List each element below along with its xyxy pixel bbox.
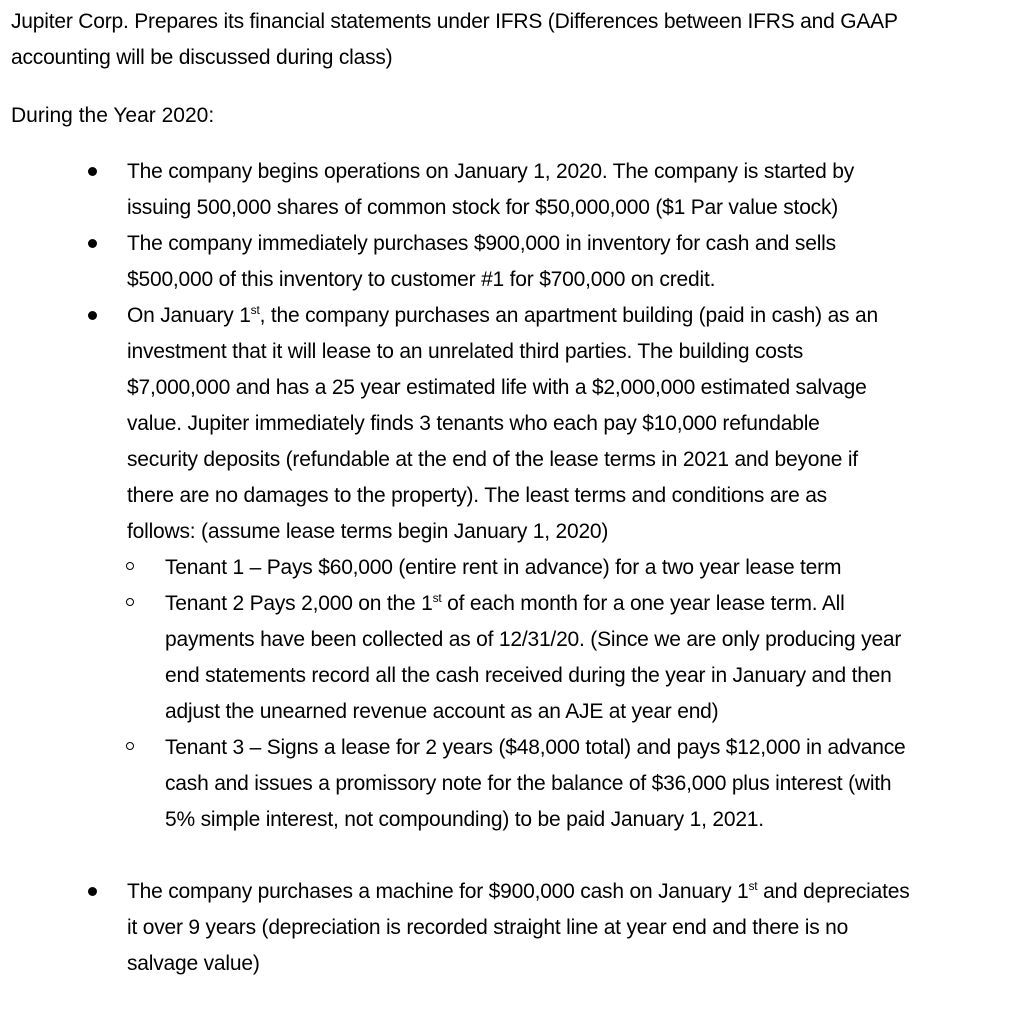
bullet-line: there are no damages to the property). The least terms and conditions are as [127, 484, 827, 507]
superscript: st [748, 879, 758, 893]
intro-paragraph [11, 4, 1016, 76]
tenant-item-3 [127, 730, 1008, 838]
bullet-line: The company immediately purchases $900,000 in inventory for cash and sells [127, 232, 836, 255]
superscript: st [432, 591, 442, 605]
bullet-line [127, 298, 1008, 334]
bullet-line: security deposits (refundable at the end of the lease terms in 2021 and beyone if [127, 448, 858, 471]
intro-line-1: Jupiter Corp. Prepares its financial statements under IFRS (Differences between IFRS and GAAP [11, 10, 898, 33]
text-fragment: and depreciates [757, 880, 910, 903]
bullet-dot-icon [88, 887, 97, 896]
tenant-line: cash and issues a promissory note for the balance of $36,000 plus interest (with [165, 772, 892, 795]
bullet-dot-icon [88, 239, 97, 248]
superscript: st [250, 303, 260, 317]
sub-bullet-circle-icon [126, 598, 134, 606]
bullet-line [127, 874, 1008, 910]
tenant-line: end statements record all the cash received during the year in January and then [165, 664, 892, 687]
tenant-list [127, 550, 1008, 838]
bullet-line: follows: (assume lease terms begin January 1, 2020) [127, 520, 609, 543]
bullet-item-operations [0, 154, 1024, 226]
tenant-item-1 [127, 550, 1008, 586]
bullet-line: The company begins operations on January 1, 2020. The company is started by [127, 160, 855, 183]
bullet-line: $7,000,000 and has a 25 year estimated life with a $2,000,000 estimated salvage [127, 376, 867, 399]
text-fragment: The company purchases a machine for $900,000 cash on January 1 [127, 880, 749, 903]
intro-line-2: accounting will be discussed during class) [11, 46, 393, 69]
bullet-item-inventory [0, 226, 1024, 298]
tenant-line: payments have been collected as of 12/31/20. (Since we are only producing year [165, 628, 902, 651]
bullet-item-apartment-building [0, 298, 1024, 838]
blank-line [0, 838, 1024, 874]
tenant-line: Tenant 1 – Pays $60,000 (entire rent in advance) for a two year lease term [165, 556, 842, 579]
bullet-list [0, 154, 1024, 982]
text-fragment: of each month for a one year lease term. All [441, 592, 845, 615]
text-fragment: , the company purchases an apartment building (paid in cash) as an [259, 304, 878, 327]
text-fragment: Tenant 2 Pays 2,000 on the 1 [165, 592, 433, 615]
bullet-dot-icon [88, 311, 97, 320]
bullet-dot-icon [88, 167, 97, 176]
tenant-item-2 [127, 586, 1008, 730]
bullet-line: value. Jupiter immediately finds 3 tenants who each pay $10,000 refundable [127, 412, 820, 435]
bullet-line: investment that it will lease to an unrelated third parties. The building costs [127, 340, 804, 363]
sub-bullet-circle-icon [126, 742, 134, 750]
bullet-line: it over 9 years (depreciation is recorded straight line at year end and there is no [127, 916, 849, 939]
year-heading: During the Year 2020: [11, 104, 215, 127]
bullet-line: salvage value) [127, 952, 260, 975]
bullet-item-machine [0, 874, 1024, 982]
bullet-line: issuing 500,000 shares of common stock for $50,000,000 ($1 Par value stock) [127, 196, 839, 219]
tenant-line: Tenant 3 – Signs a lease for 2 years ($48,000 total) and pays $12,000 in advance [165, 736, 906, 759]
tenant-line [165, 586, 1008, 622]
tenant-line: adjust the unearned revenue account as an AJE at year end) [165, 700, 719, 723]
tenant-line: 5% simple interest, not compounding) to be paid January 1, 2021. [165, 808, 764, 831]
bullet-line: $500,000 of this inventory to customer #1 for $700,000 on credit. [127, 268, 716, 291]
sub-bullet-circle-icon [126, 562, 134, 570]
text-fragment: On January 1 [127, 304, 251, 327]
